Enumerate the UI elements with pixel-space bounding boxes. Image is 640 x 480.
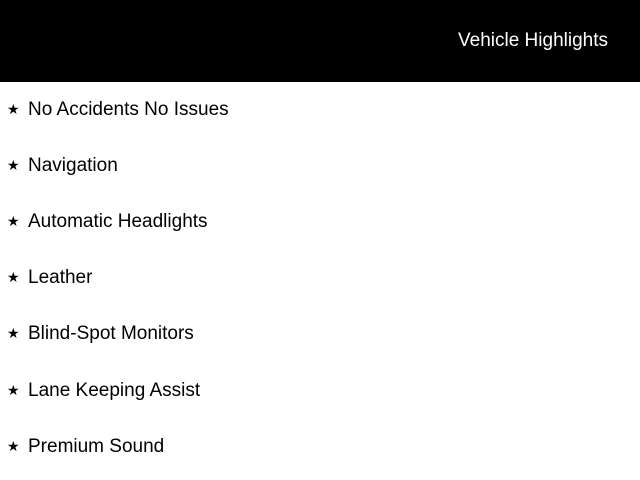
page-title: Vehicle Highlights bbox=[458, 30, 608, 51]
list-item bbox=[0, 155, 640, 179]
star-icon: ★ bbox=[7, 269, 20, 285]
star-icon: ★ bbox=[7, 438, 20, 454]
highlight-label: Premium Sound bbox=[28, 436, 165, 457]
list-item bbox=[0, 267, 640, 291]
star-icon: ★ bbox=[7, 101, 20, 117]
list-item bbox=[0, 211, 640, 235]
highlight-label: Leather bbox=[28, 267, 93, 288]
highlight-label: Blind-Spot Monitors bbox=[28, 323, 194, 344]
star-icon: ★ bbox=[7, 382, 20, 398]
highlight-label: Lane Keeping Assist bbox=[28, 380, 201, 401]
highlight-label: Navigation bbox=[28, 155, 118, 176]
highlight-label: Automatic Headlights bbox=[28, 211, 208, 232]
list-item bbox=[0, 99, 640, 123]
star-icon: ★ bbox=[7, 157, 20, 173]
star-icon: ★ bbox=[7, 213, 20, 229]
list-item bbox=[0, 436, 640, 460]
header-bar bbox=[0, 0, 640, 82]
star-icon: ★ bbox=[7, 325, 20, 341]
highlight-label: No Accidents No Issues bbox=[28, 99, 229, 120]
list-item bbox=[0, 380, 640, 404]
list-item bbox=[0, 323, 640, 347]
